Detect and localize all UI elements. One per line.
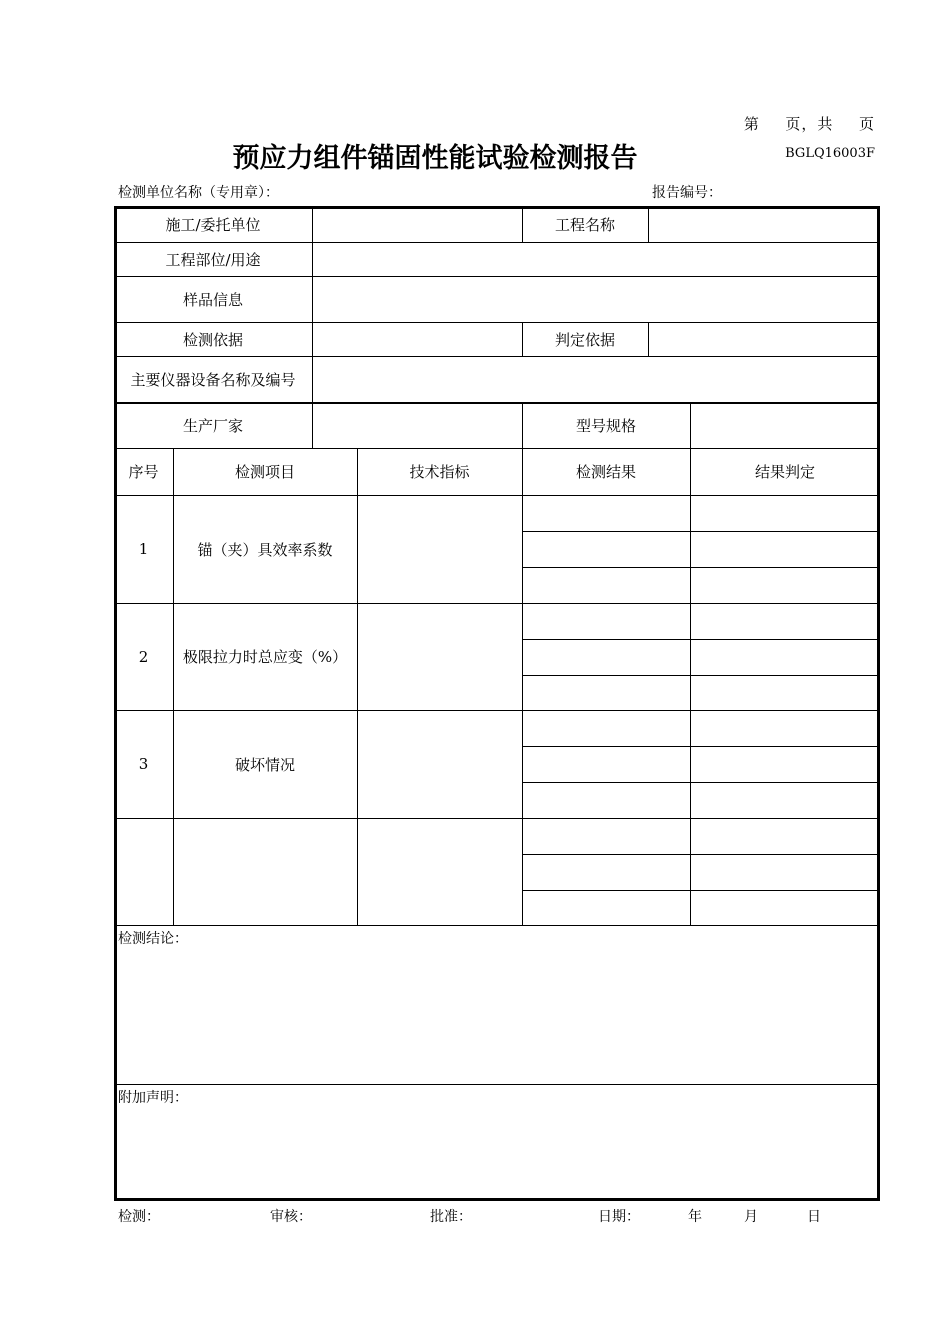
client-value[interactable] — [312, 206, 522, 242]
row-4-no — [114, 818, 173, 925]
manufacturer-value[interactable] — [312, 402, 522, 448]
client-label: 施工/委托单位 — [165, 215, 261, 234]
sample-value[interactable] — [312, 276, 880, 322]
header-spec: 技术指标 — [409, 463, 470, 481]
report-code: BGLQ16003F — [785, 146, 875, 161]
basis-value[interactable] — [312, 322, 522, 356]
page-info — [744, 113, 875, 134]
row-2-no: 2 — [138, 647, 149, 666]
date-label: 日期： — [598, 1209, 640, 1225]
row-1-item: 锚（夹）具效率系数 — [197, 540, 333, 559]
row-4-item — [173, 818, 357, 925]
row-1-no: 1 — [138, 540, 149, 558]
row-3-no: 3 — [138, 755, 149, 773]
model-value[interactable] — [690, 402, 880, 448]
project-label: 工程名称 — [554, 215, 615, 234]
tester-label: 检测： — [118, 1209, 160, 1225]
manufacturer-label: 生产厂家 — [182, 416, 243, 435]
page-label-2: 页，共 — [785, 115, 834, 133]
page-label-3: 页 — [858, 115, 875, 133]
page-label-1: 第 — [743, 115, 760, 133]
basis-label: 检测依据 — [182, 330, 243, 349]
unit-name-label: 检测单位名称（专用章）： — [118, 185, 279, 201]
sample-label: 样品信息 — [182, 290, 243, 309]
report-no-label: 报告编号： — [652, 185, 722, 201]
judge-basis-value[interactable] — [648, 322, 880, 356]
year-label: 年 — [688, 1209, 702, 1225]
judge-basis-label: 判定依据 — [554, 330, 615, 349]
equipment-label: 主要仪器设备名称及编号 — [130, 370, 296, 389]
header-judgement: 结果判定 — [754, 463, 815, 481]
day-label: 日 — [807, 1209, 821, 1225]
report-title: 预应力组件锚固性能试验检测报告 — [232, 143, 638, 174]
row-2-item: 极限拉力时总应变（%） — [182, 648, 348, 666]
location-value[interactable] — [312, 242, 880, 276]
conclusion-label: 检测结论： — [118, 931, 188, 947]
header-no: 序号 — [128, 463, 159, 481]
row-3-item: 破坏情况 — [234, 755, 295, 774]
approver-label: 批准： — [430, 1209, 472, 1225]
reviewer-label: 审核： — [270, 1209, 312, 1225]
statement-label: 附加声明： — [118, 1090, 188, 1106]
location-label: 工程部位/用途 — [165, 250, 261, 269]
project-value[interactable] — [648, 206, 880, 242]
equipment-value[interactable] — [312, 356, 880, 402]
table-grid — [114, 206, 880, 1201]
header-item: 检测项目 — [234, 463, 295, 481]
model-label: 型号规格 — [575, 416, 636, 435]
header-result: 检测结果 — [575, 463, 636, 481]
month-label: 月 — [744, 1209, 758, 1225]
